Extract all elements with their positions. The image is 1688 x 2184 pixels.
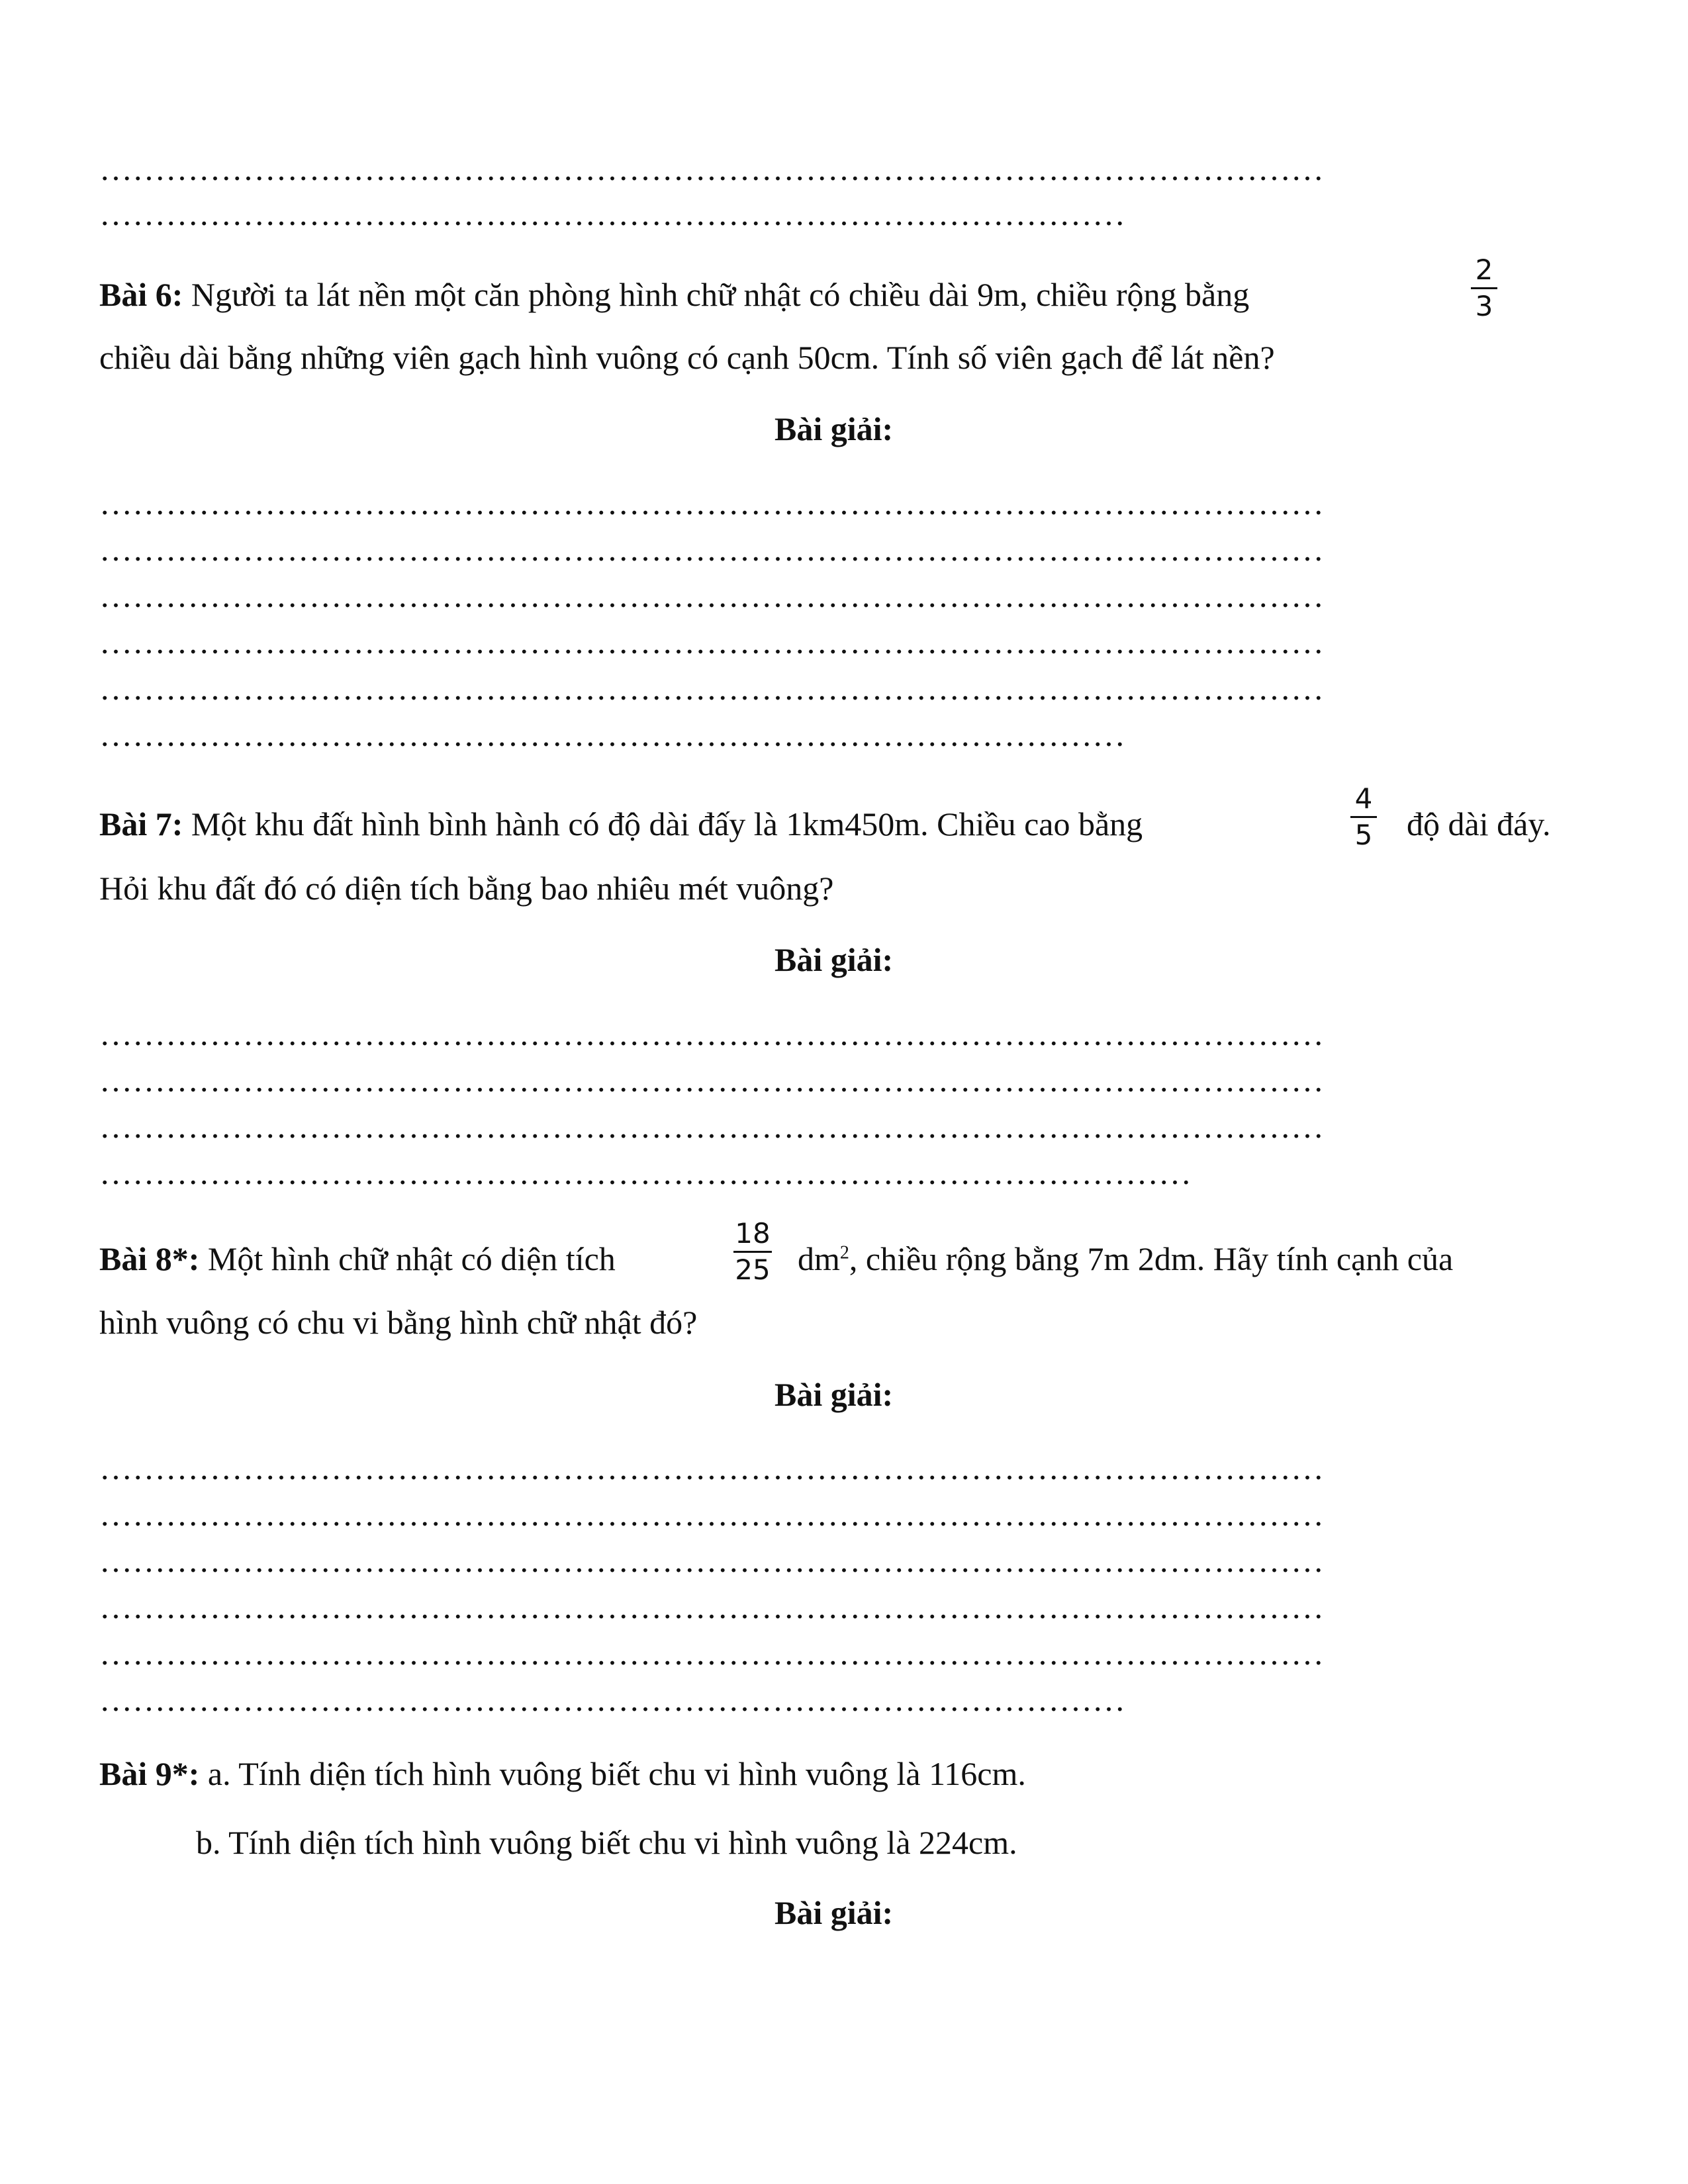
answer-line: ………………………………………………………………………………………………… (99, 484, 1324, 522)
fraction-numerator: 4 (1354, 782, 1373, 815)
answer-line: ………………………………………………………………………………………………… (99, 1449, 1324, 1486)
answer-line: ………………………………………………………………………………………………… (99, 1588, 1324, 1625)
answer-line: ………………………………………………………………………………………………… (99, 1062, 1324, 1099)
exercise-8-text-1-rest: , chiều rộng bằng 7m 2dm. Hãy tính cạnh của (849, 1240, 1454, 1277)
fraction-numerator: 18 (735, 1217, 771, 1250)
answer-line: ………………………………………………………………………………………………… (99, 1496, 1324, 1533)
answer-line: ………………………………………………………………………………………………… (99, 1542, 1324, 1579)
answer-line: ………………………………………………………………………………… (99, 195, 1125, 232)
exercise-8-line-2: hình vuông có chu vi bằng hình chữ nhật đó? (99, 1304, 698, 1341)
exercise-8-line-1 (99, 1239, 616, 1279)
exercise-7-text-1: Một khu đất hình bình hành có độ dài đấy là 1km450m. Chiều cao bằng (191, 805, 1143, 842)
exercise-7-label: Bài 7: (99, 805, 183, 842)
exercise-7-line-1 (99, 804, 1143, 844)
answer-line: ………………………………………………………………………………………………… (99, 1635, 1324, 1672)
exercise-9-label: Bài 9*: (99, 1755, 200, 1792)
answer-line: ………………………………………………………………………………………………… (99, 577, 1324, 614)
exercise-8-fraction (733, 1218, 772, 1286)
fraction-numerator: 2 (1475, 253, 1493, 286)
fraction-bar (1350, 816, 1377, 818)
fraction-denominator: 3 (1475, 290, 1493, 322)
exercise-8-text-1: Một hình chữ nhật có diện tích (207, 1240, 616, 1277)
exercise-6-text-1: Người ta lát nền một căn phòng hình chữ nhật có chiều dài 9m, chiều rộng bằng (191, 276, 1250, 313)
answer-line: ………………………………………………………………………………………………… (99, 150, 1324, 187)
solution-heading: Bài giải: (774, 941, 894, 978)
answer-line: ………………………………………………………………………………………………… (99, 670, 1324, 707)
answer-line: ………………………………………………………………………………………………… (99, 1108, 1324, 1145)
fraction-denominator: 5 (1354, 819, 1373, 851)
fraction-bar (733, 1251, 772, 1253)
fraction-denominator: 25 (735, 1253, 771, 1286)
exercise-9-part-a: a. Tính diện tích hình vuông biết chu vi hình vuông là 116cm. (207, 1755, 1026, 1792)
answer-line: ………………………………………………………………………………………………… (99, 623, 1324, 660)
answer-line: ……………………………………………………………………………………… (99, 1154, 1192, 1191)
exercise-6-fraction (1471, 254, 1497, 322)
exercise-6-line-1 (99, 275, 1249, 314)
answer-line: ………………………………………………………………………………………………… (99, 1015, 1324, 1052)
exercise-7-line-2: Hỏi khu đất đó có diện tích bằng bao nhiêu mét vuông? (99, 870, 834, 907)
exercise-8-text-1-tail (798, 1239, 1453, 1279)
fraction-bar (1471, 287, 1497, 289)
exercise-7-text-1-tail: độ dài đáy. (1407, 805, 1551, 842)
solution-heading: Bài giải: (774, 1894, 894, 1931)
answer-line: ………………………………………………………………………………… (99, 1681, 1125, 1718)
answer-line: ………………………………………………………………………………… (99, 716, 1125, 753)
exercise-8-label: Bài 8*: (99, 1240, 200, 1277)
answer-line: ………………………………………………………………………………………………… (99, 531, 1324, 568)
solution-heading: Bài giải: (774, 410, 894, 447)
exercise-7-fraction (1350, 783, 1377, 851)
exercise-6-line-2: chiều dài bằng những viên gạch hình vuông có cạnh 50cm. Tính số viên gạch để lát nền? (99, 339, 1275, 376)
unit-dm: dm (798, 1240, 840, 1277)
unit-exponent: 2 (839, 1242, 849, 1263)
solution-heading: Bài giải: (774, 1376, 894, 1413)
exercise-9-line-a (99, 1754, 1026, 1794)
exercise-9-part-b: b. Tính diện tích hình vuông biết chu vi hình vuông là 224cm. (196, 1824, 1017, 1861)
exercise-6-label: Bài 6: (99, 276, 183, 313)
